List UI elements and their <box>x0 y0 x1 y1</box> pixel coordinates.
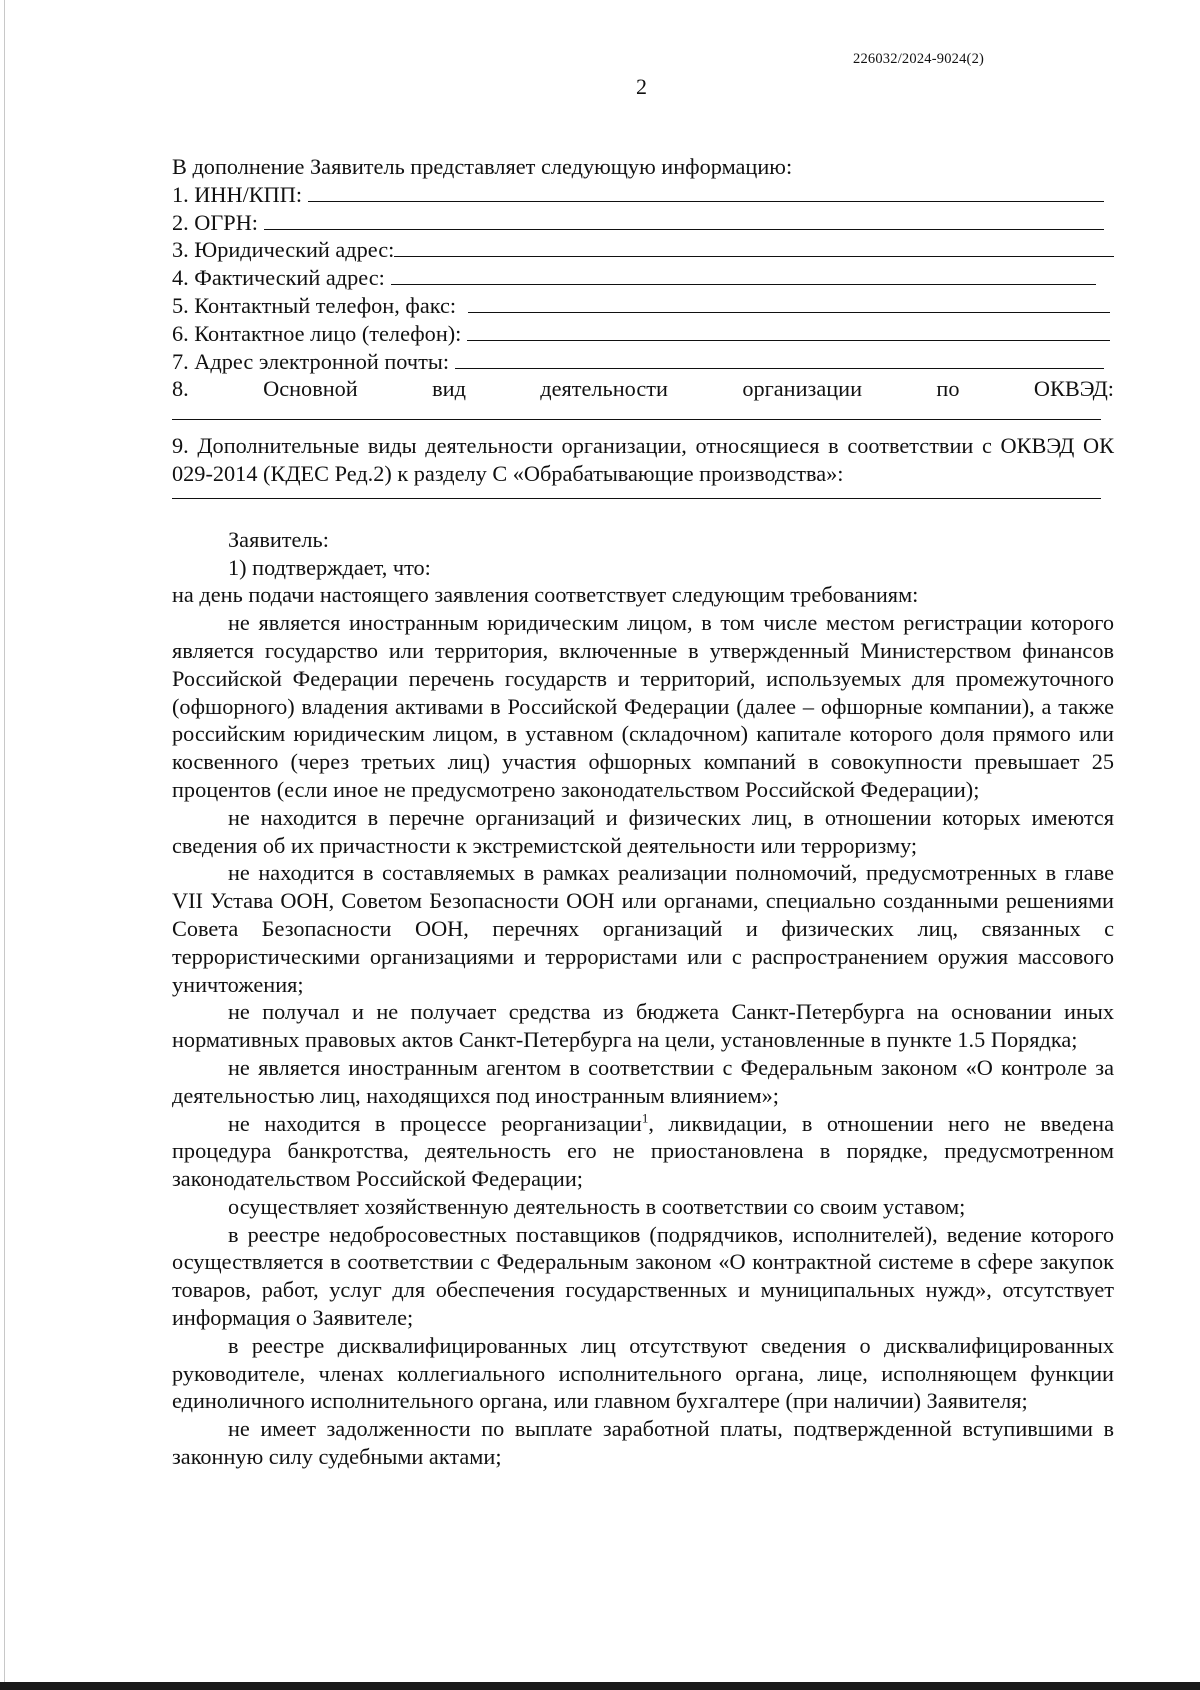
fill-line <box>455 348 1104 369</box>
requirement-paragraph <box>172 1110 1114 1193</box>
declaration-lead: на день подачи настоящего заявления соответствует следующим требованиям: <box>172 582 919 608</box>
requirement-paragraph: не имеет задолженности по выплате заработной платы, подтвержденной вступившими в законную силу судебными актами; <box>172 1416 1114 1470</box>
fill-line <box>172 488 1101 499</box>
field-phone-fax <box>172 292 1114 320</box>
field-contact-person <box>172 320 1114 348</box>
footnote-ref: 1 <box>641 1110 649 1126</box>
requirement-paragraph: в реестре дисквалифицированных лиц отсутствуют сведения о дисквалифицированных руководителе, членах коллегиального исполнительного органа, лице, исполняющем функции единоличного исполнительного органа, или главном бухгалтере (при наличии) Заявителя; <box>172 1332 1114 1414</box>
page-number: 2 <box>636 74 647 99</box>
okved-word: Основной <box>263 376 358 402</box>
okved-word: по <box>936 376 960 402</box>
requirement-paragraph: не находится в составляемых в рамках реализации полномочий, предусмотренных в главе VII Устава ООН, Советом Безопасности ООН или органами, специально созданными решениями Совета Безопасности ООН, перечнях организаций и физических лиц, связанных с террористическими организациями и террористами или с распространением оружия массового уничтожения; <box>172 860 1114 997</box>
field-inn-kpp <box>172 181 1114 209</box>
okved-word: организации <box>742 376 863 402</box>
fill-line <box>467 320 1110 341</box>
field-main-okved <box>172 375 1114 403</box>
field-label: 4. Фактический адрес: <box>172 265 385 291</box>
field-label: 1. ИНН/КПП: <box>172 181 303 207</box>
paragraph-text: , ликвидации, в отношении него не введена процедура банкротства, деятельность его не приостановлена в порядке, предусмотренном законодательством Российской Федерации; <box>172 1110 1114 1192</box>
scan-edge <box>4 0 5 1690</box>
field-label: 3. Юридический адрес: <box>172 237 395 263</box>
info-intro: В дополнение Заявитель представляет следующую информацию: <box>172 154 793 179</box>
requirement-paragraph: не получал и не получает средства из бюджета Санкт-Петербурга на основании иных нормативных правовых актов Санкт-Петербурга на цели, установленные в пункте 1.5 Порядка; <box>172 999 1114 1053</box>
field-label: 5. Контактный телефон, факс: <box>172 292 457 318</box>
requirement-paragraph: не является иностранным юридическим лицом, в том числе местом регистрации которого является государство или территория, включенные в утвержденный Министерством финансов Российской Федерации перечень государств и территорий, используемых для промежуточного (офшорного) владения активами в Российской Федерации (далее – офшорные компании), а также российским юридическим лицом, в уставном (складочном) капитале которого доля прямого или косвенного (через третьих лиц) участия офшорных компаний в совокупности превышает 25 процентов (если иное не предусмотрено законодательством Российской Федерации); <box>172 610 1114 802</box>
paragraph-text: не находится в процессе реорганизации <box>228 1110 642 1136</box>
fill-line <box>308 181 1104 202</box>
declaration-title: Заявитель: <box>228 526 329 552</box>
okved-word: 8. <box>172 376 189 402</box>
fill-line <box>172 403 1101 420</box>
document-number: 226032/2024-9024(2) <box>853 51 985 67</box>
scan-border <box>0 1682 1200 1690</box>
okved-word: деятельности <box>540 376 668 402</box>
okved-word: вид <box>432 376 466 402</box>
field-additional-okved: 9. Дополнительные виды деятельности организации, относящиеся в соответствии с ОКВЭД ОК 029-2014 (КДЕС Ред.2) к разделу С «Обрабатывающие производства»: <box>172 433 1114 486</box>
declaration-section <box>172 526 1114 1471</box>
fill-line <box>264 209 1104 230</box>
requirement-paragraph: осуществляет хозяйственную деятельность в соответствии со своим уставом; <box>228 1193 966 1219</box>
field-label: 2. ОГРН: <box>172 209 258 235</box>
field-ogrn <box>172 209 1114 237</box>
field-label: 7. Адрес электронной почты: <box>172 348 450 374</box>
field-legal-address <box>172 236 1114 264</box>
field-actual-address <box>172 264 1114 292</box>
fill-line <box>391 264 1096 285</box>
field-email <box>172 348 1114 376</box>
field-label: 6. Контактное лицо (телефон): <box>172 320 462 346</box>
declaration-confirms: 1) подтверждает, что: <box>228 554 431 580</box>
fill-line <box>468 292 1110 313</box>
requirement-paragraph: не находится в перечне организаций и физических лиц, в отношении которых имеются сведения об их причастности к экстремистской деятельности или терроризму; <box>172 804 1114 858</box>
requirement-paragraph: в реестре недобросовестных поставщиков (подрядчиков, исполнителей), ведение которого осуществляется в соответствии с Федеральным законом «О контрактной системе в сфере закупок товаров, работ, услуг для обеспечения государственных и муниципальных нужд», отсутствует информация о Заявителе; <box>172 1221 1114 1331</box>
okved-word: ОКВЭД: <box>1033 376 1114 402</box>
document-body <box>172 153 1114 1471</box>
fill-line <box>394 236 1114 257</box>
requirement-paragraph: не является иностранным агентом в соответствии с Федеральным законом «О контроле за деятельностью лиц, находящихся под иностранным влиянием»; <box>172 1054 1114 1108</box>
